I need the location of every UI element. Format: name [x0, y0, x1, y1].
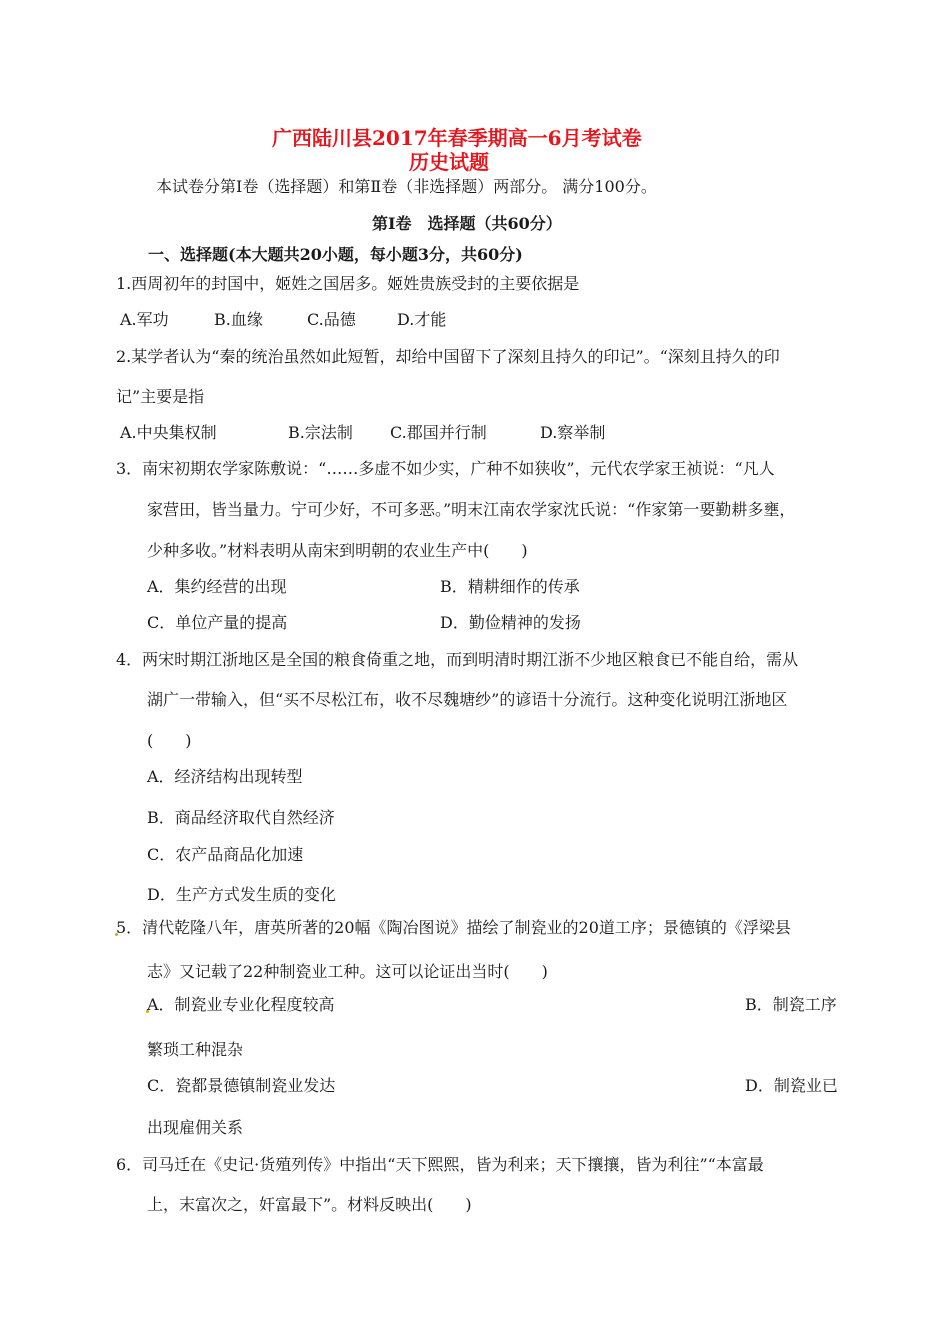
question-stem-line-2: 湖广一带输入，但“买不尽松江布，收不尽魏塘纱”的谚语十分流行。这种变化说明江浙地区 [147, 690, 788, 709]
option-d: D.才能 [397, 310, 447, 329]
question-stem-line-1: 6．司马迁在《史记·货殖列传》中指出“天下熙熙，皆为利来；天下攘攘，皆为利往”“本富最 [116, 1155, 764, 1174]
option-b-continued: 繁琐工种混杂 [147, 1040, 244, 1059]
question-stem-line-2: 上，末富次之，奸富最下”。材料反映出( ) [147, 1195, 472, 1214]
option-a: A.军功 [120, 310, 169, 329]
question-stem-line-1: 5．清代乾隆八年，唐英所著的20幅《陶冶图说》描绘了制瓷业的20道工序；景德镇的《浮梁县 [116, 918, 791, 937]
option-d: D．生产方式发生质的变化 [147, 885, 336, 904]
exam-title: 广西陆川县2017年春季期高一6月考试卷 [272, 126, 642, 150]
option-c: C.品德 [307, 310, 356, 329]
question-stem-line-3: 少种多收。”材料表明从南宋到明朝的农业生产中( ) [147, 541, 528, 560]
option-c: C．单位产量的提高 [147, 613, 288, 632]
question-stem-line-2: 记”主要是指 [116, 387, 205, 406]
option-d-continued: 出现雇佣关系 [147, 1118, 244, 1137]
exam-intro: 本试卷分第Ⅰ卷（选择题）和第Ⅱ卷（非选择题）两部分。 满分100分。 [156, 177, 657, 196]
option-d: D．勤俭精神的发扬 [440, 613, 581, 632]
exam-subtitle: 历史试题 [409, 150, 489, 174]
option-d: D.察举制 [540, 423, 606, 442]
option-b: B．商品经济取代自然经济 [147, 808, 335, 827]
option-a: A.中央集权制 [120, 423, 217, 442]
option-b: B.宗法制 [288, 423, 353, 442]
option-d: D．制瓷业已 [745, 1076, 838, 1095]
question-stem: 1.西周初年的封国中，姬姓之国居多。姬姓贵族受封的主要依据是 [116, 274, 580, 293]
option-a: A．集约经营的出现 [147, 577, 287, 596]
question-stem-line-2: 家营田，皆当量力。宁可少好，不可多恶。”明末江南农学家沈氏说：“作家第一要勤耕多壅， [147, 500, 796, 519]
section-title: 第Ⅰ卷 选择题（共60分） [372, 214, 562, 233]
question-stem-line-1: 2.某学者认为“秦的统治虽然如此短暂，却给中国留下了深刻且持久的印记”。“深刻且持久的印 [116, 347, 780, 366]
option-b: B.血缘 [214, 310, 263, 329]
section-instruction: 一、选择题(本大题共20小题，每小题3分，共60分) [148, 245, 523, 264]
question-stem-line-1: 4．两宋时期江浙地区是全国的粮食倚重之地，而到明清时期江浙不少地区粮食已不能自给，需从 [116, 650, 799, 669]
option-b: B．精耕细作的传承 [440, 577, 580, 596]
question-stem-line-2: 志》又记载了22种制瓷业工种。这可以论证出当时( ) [147, 962, 548, 981]
question-stem-line-1: 3．南宋初期农学家陈敷说：“……多虚不如少实，广种不如狭收”，元代农学家王祯说：“凡人 [116, 459, 775, 478]
option-c: C．农产品商品化加速 [147, 845, 304, 864]
question-stem-line-3: ( ) [147, 731, 192, 750]
option-b: B．制瓷工序 [745, 995, 837, 1014]
option-c: C．瓷都景德镇制瓷业发达 [147, 1076, 336, 1095]
option-a: A．经济结构出现转型 [147, 767, 303, 786]
option-c: C.郡国并行制 [390, 423, 487, 442]
option-a: A．制瓷业专业化程度较高 [147, 995, 335, 1014]
